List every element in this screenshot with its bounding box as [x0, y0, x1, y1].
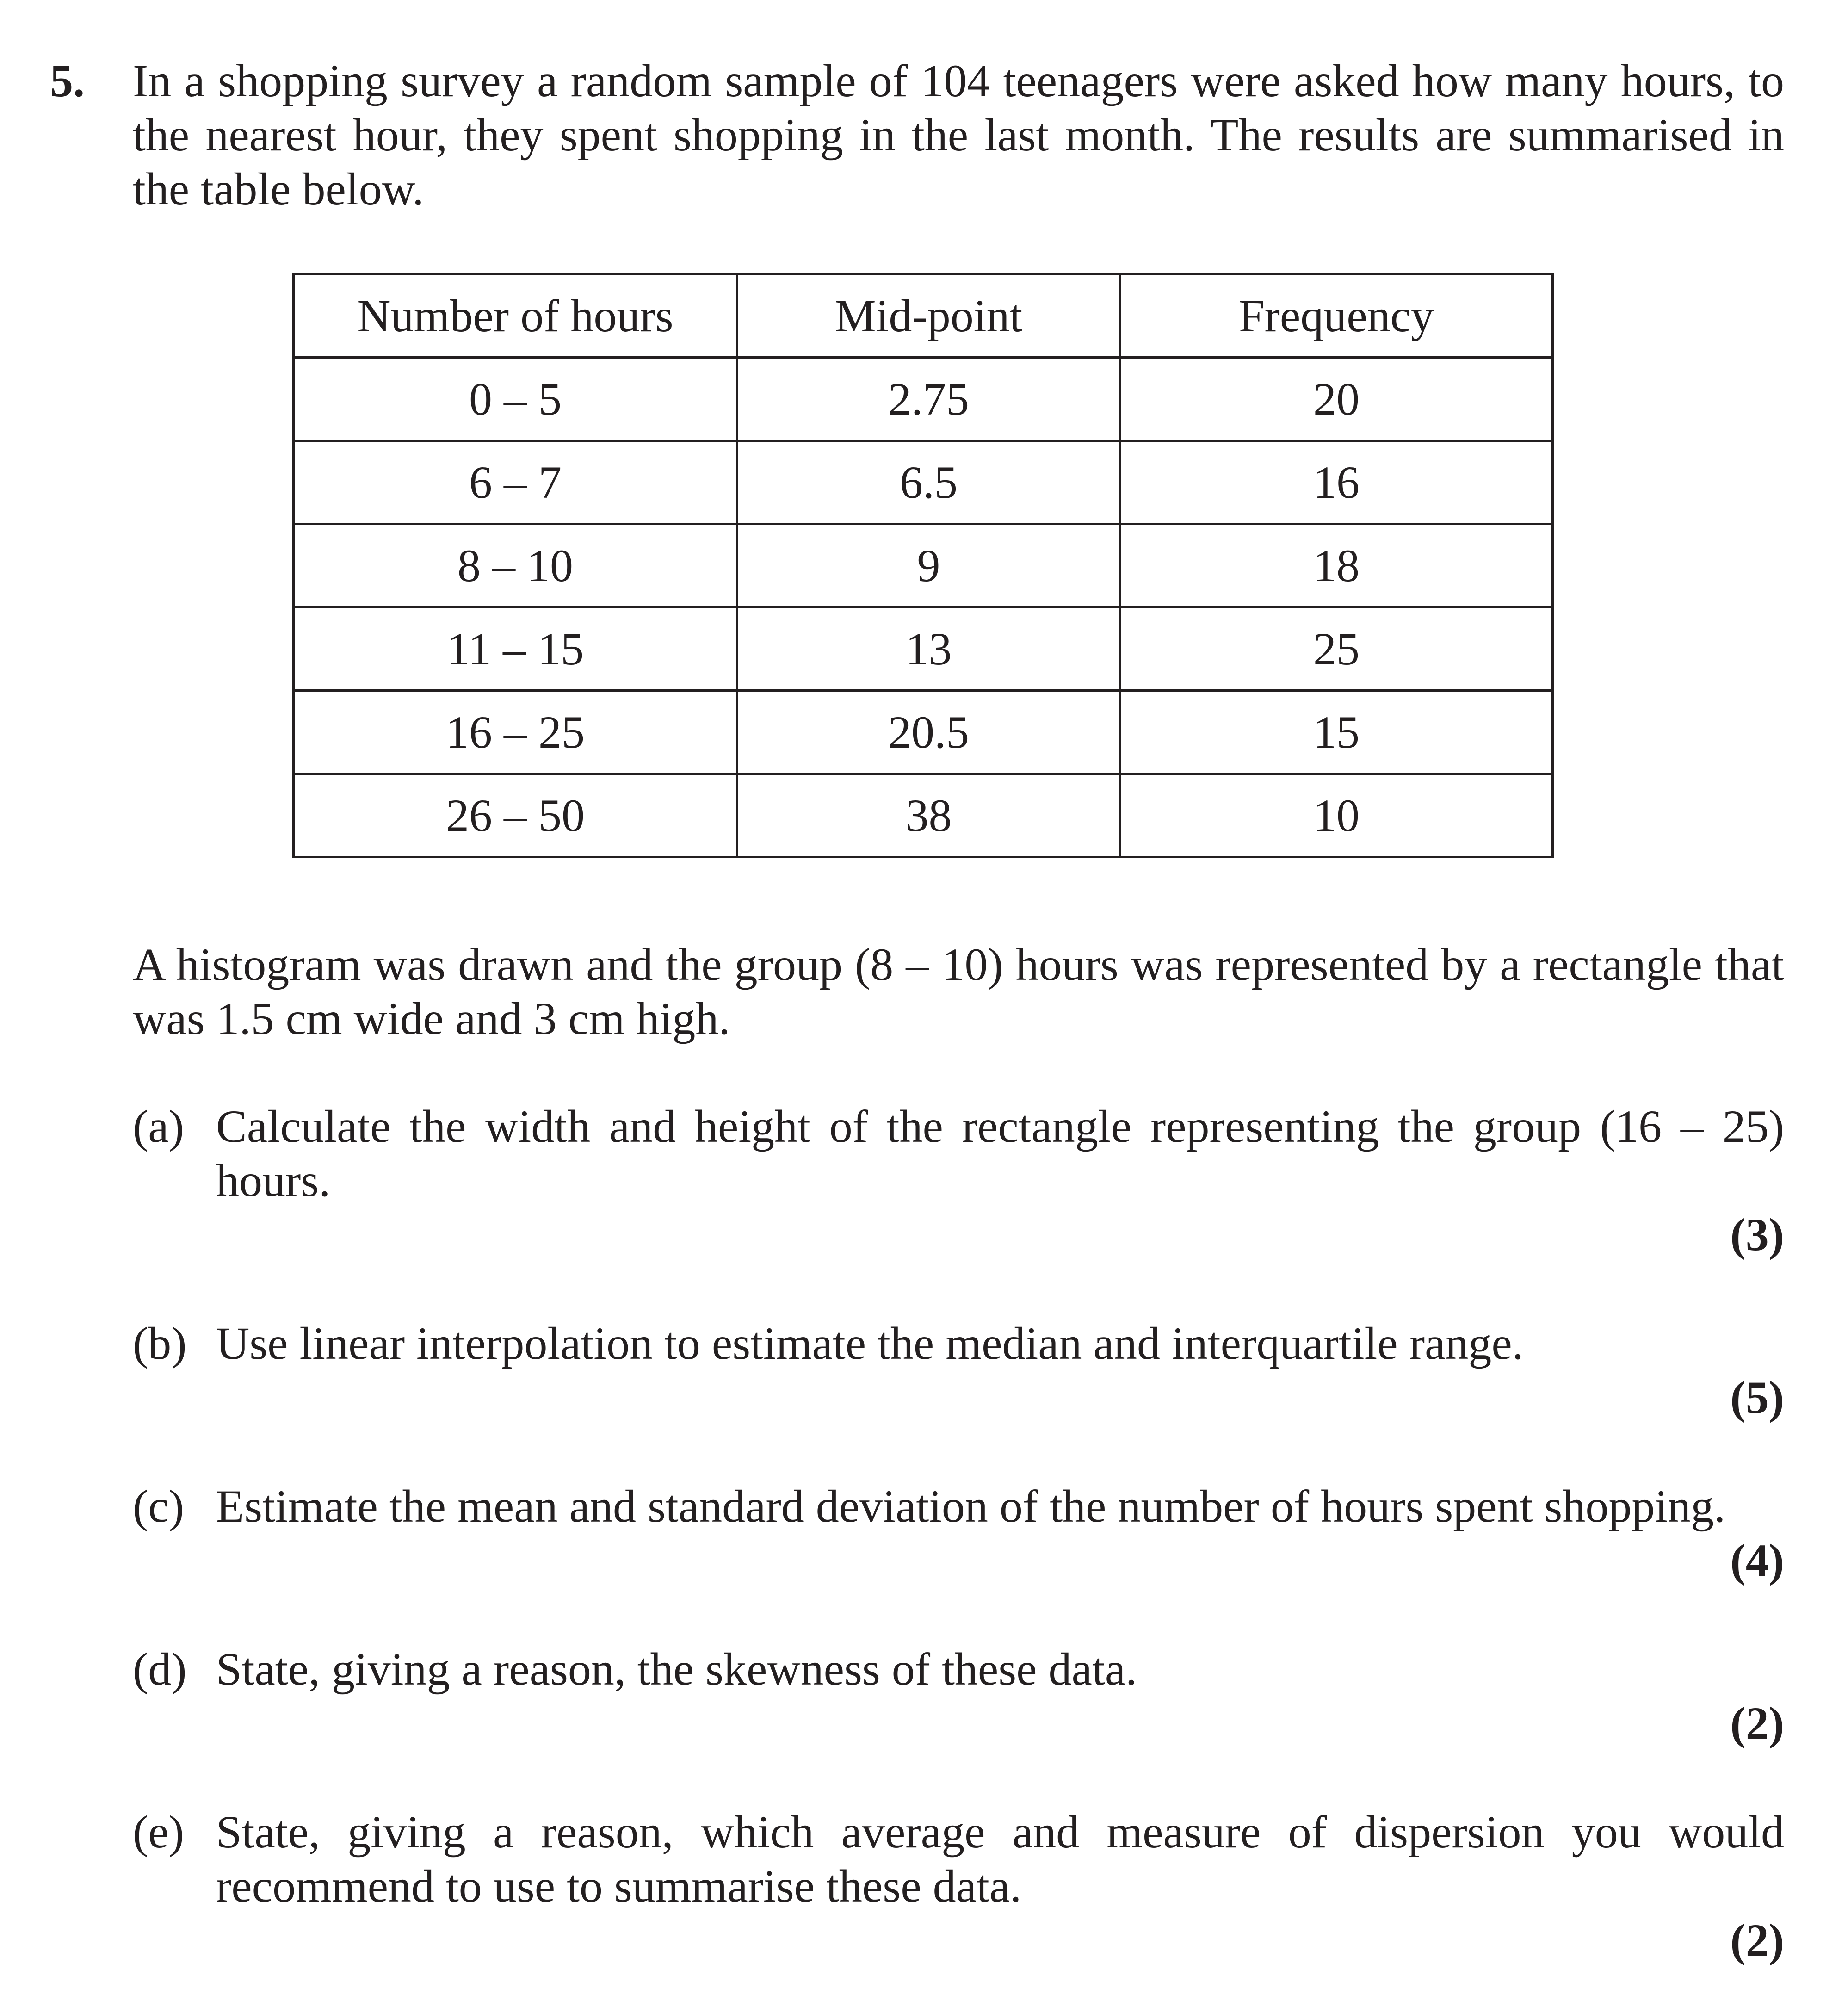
table-row: [294, 774, 1553, 857]
table-cell-frequency: 16: [1120, 441, 1553, 524]
part-a: [133, 1099, 1784, 1208]
table-cell-frequency: 25: [1120, 607, 1553, 691]
part-e: [133, 1805, 1784, 1913]
part-a-marks: (3): [1730, 1209, 1784, 1260]
table-row: [294, 358, 1553, 441]
table-cell-midpoint: 13: [737, 607, 1120, 691]
part-d: [133, 1642, 1784, 1696]
part-d-label: (d): [133, 1643, 187, 1695]
header-number-of-hours: Number of hours: [294, 274, 737, 358]
table-cell-frequency: 20: [1120, 358, 1553, 441]
part-c: [133, 1479, 1784, 1533]
table-row: [294, 691, 1553, 774]
table-cell-midpoint: 6.5: [737, 441, 1120, 524]
part-a-label: (a): [133, 1101, 184, 1152]
table-cell-midpoint: 20.5: [737, 691, 1120, 774]
part-c-text: Estimate the mean and standard deviation of the number of hours spent shopping.: [216, 1480, 1726, 1532]
table-cell-hours: 26 – 50: [294, 774, 737, 857]
part-b-text: Use linear interpolation to estimate the median and interquartile range.: [216, 1318, 1524, 1369]
table-cell-hours: 11 – 15: [294, 607, 737, 691]
table-cell-midpoint: 38: [737, 774, 1120, 857]
table-cell-midpoint: 9: [737, 524, 1120, 607]
part-c-marks: (4): [1730, 1535, 1784, 1586]
part-e-text: State, giving a reason, which average and measure of dispersion you would recommend to use to summarise these data.: [216, 1806, 1784, 1912]
table-cell-hours: 6 – 7: [294, 441, 737, 524]
table-row: [294, 441, 1553, 524]
part-d-marks: (2): [1730, 1697, 1784, 1749]
header-frequency: Frequency: [1120, 274, 1553, 358]
part-c-label: (c): [133, 1480, 184, 1532]
table-cell-hours: 8 – 10: [294, 524, 737, 607]
part-e-marks: (2): [1730, 1914, 1784, 1966]
part-b-marks: (5): [1730, 1372, 1784, 1423]
table-cell-hours: 16 – 25: [294, 691, 737, 774]
table-cell-frequency: 18: [1120, 524, 1553, 607]
table-cell-midpoint: 2.75: [737, 358, 1120, 441]
frequency-table: [292, 273, 1554, 858]
table-cell-hours: 0 – 5: [294, 358, 737, 441]
header-mid-point: Mid-point: [737, 274, 1120, 358]
part-b: [133, 1316, 1784, 1370]
table-cell-frequency: 10: [1120, 774, 1553, 857]
part-d-text: State, giving a reason, the skewness of these data.: [216, 1643, 1137, 1695]
question-number: 5.: [50, 55, 85, 106]
table-header-row: [294, 274, 1553, 358]
part-e-label: (e): [133, 1806, 184, 1858]
histogram-description: A histogram was drawn and the group (8 – 10) hours was represented by a rectangle that was 1.5 cm wide and 3 cm high.: [133, 939, 1784, 1044]
table-row: [294, 524, 1553, 607]
frequency-table-container: [292, 273, 1554, 858]
table-cell-frequency: 15: [1120, 691, 1553, 774]
part-b-label: (b): [133, 1318, 187, 1369]
part-a-text: Calculate the width and height of the rectangle representing the group (16 – 25) hours.: [216, 1101, 1784, 1206]
question-intro: In a shopping survey a random sample of 104 teenagers were asked how many hours, to the nearest hour, they spent shopping in the last month. The results are summarised in the table below.: [133, 55, 1784, 215]
table-row: [294, 607, 1553, 691]
